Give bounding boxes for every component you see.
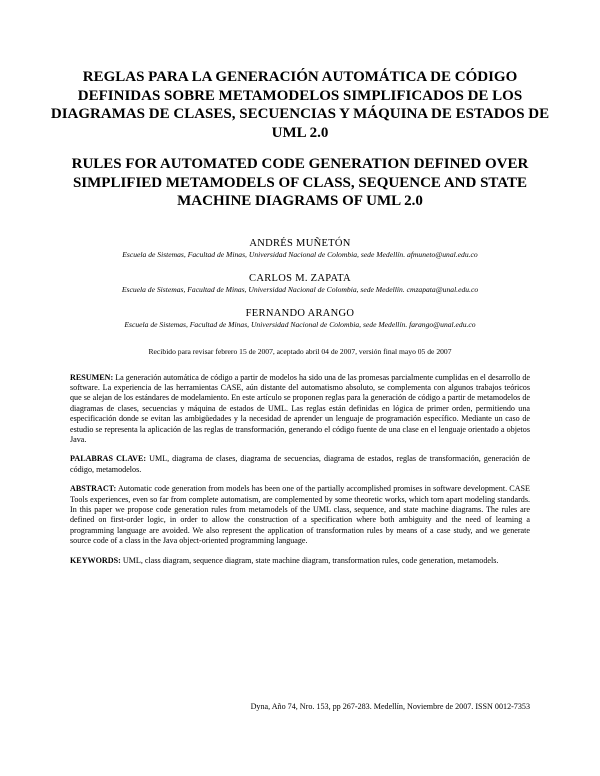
author-block-3 [0, 307, 600, 330]
received-dates: Recibido para revisar febrero 15 de 2007, aceptado abril 04 de 2007, versión final mayo 05 de 2007 [148, 346, 452, 356]
abstract-text: Automatic code generation from models has been one of the partially accomplished promises in software development. CASE Tools experiences, even so far from complete automatism, are complemented by some theoretic works, which torn apart modeling standards. In this paper we propose code generation rules from metamodels of the UML class, sequence, and state machine diagrams. The rules are defined on first-order logic, in order to allow the construction of a specification where both ambiguity and the need of learning a programming language are avoided. We also represent the application of transformation rules by means of a case study, and we generate source code of a class in the Java object-oriented programming language. [70, 484, 530, 546]
author-affiliation: Escuela de Sistemas, Facultad de Minas, Universidad Nacional de Colombia, sede Medellín. afmuneto@unal.edu.co [122, 249, 478, 259]
keywords-paragraph [70, 556, 530, 566]
palabras-clave-paragraph [70, 454, 530, 475]
author-affiliation: Escuela de Sistemas, Facultad de Minas, Universidad Nacional de Colombia, sede Medellín. farango@unal.edu.co [124, 319, 476, 329]
resumen-paragraph [70, 373, 530, 446]
author-affiliation: Escuela de Sistemas, Facultad de Minas, Universidad Nacional de Colombia, sede Medellín. cmzapata@unal.edu.co [121, 284, 479, 294]
author-block-1 [0, 237, 600, 260]
author-block-2 [0, 272, 600, 295]
palabras-clave-label: PALABRAS CLAVE: [70, 454, 147, 464]
author-name: CARLOS M. ZAPATA [249, 272, 351, 284]
title-spanish: REGLAS PARA LA GENERACIÓN AUTOMÁTICA DE CÓDIGO DEFINIDAS SOBRE METAMODELOS SIMPLIFICADOS DE LOS DIAGRAMAS DE CLASES, SECUENCIAS Y MÁQUINA DE ESTADOS DE UML 2.0 [50, 69, 550, 141]
keywords-label: KEYWORDS: [70, 555, 121, 565]
palabras-clave-text: UML, diagrama de clases, diagrama de secuencias, diagrama de estados, reglas de transformación, generación de código, metamodelos. [70, 454, 531, 474]
journal-footer: Dyna, Año 74, Nro. 153, pp 267-283. Medellín, Noviembre de 2007. ISSN 0012-7353 [250, 702, 530, 711]
title-english: RULES FOR AUTOMATED CODE GENERATION DEFINED OVER SIMPLIFIED METAMODELS OF CLASS, SEQUENCE AND STATE MACHINE DIAGRAMS OF UML 2.0 [71, 156, 529, 209]
author-name: ANDRÉS MUÑETÓN [249, 237, 351, 249]
abstract-paragraph [70, 484, 530, 546]
author-name: FERNANDO ARANGO [245, 307, 355, 319]
abstract-label: ABSTRACT: [70, 484, 117, 494]
resumen-text: La generación automática de código a partir de modelos ha sido una de las promesas parcialmente cumplidas en el desarrollo de software. La experiencia de las herramientas CASE, aún distante del automatismo absoluto, se complementa con algunos trabajos teóricos que se alejan de los estándares de modelamiento. En este artículo se proponen reglas para la generación de código a partir de metamodelos de diagramas de clases, secuencias y máquina de estados de UML. Las reglas están definidas en lógica de primer orden, permitiendo una especificación donde se evitan las ambigüedades y la necesidad de aprender un lenguaje de programación específico. Mediante un caso de estudio se representa la aplicación de las reglas de transformación, generando el código fuente de una clase en el lenguaje orientado a objetos Java. [70, 372, 530, 444]
resumen-label: RESUMEN: [70, 372, 114, 382]
keywords-text: UML, class diagram, sequence diagram, state machine diagram, transformation rules, code generation, metamodels. [120, 555, 499, 565]
